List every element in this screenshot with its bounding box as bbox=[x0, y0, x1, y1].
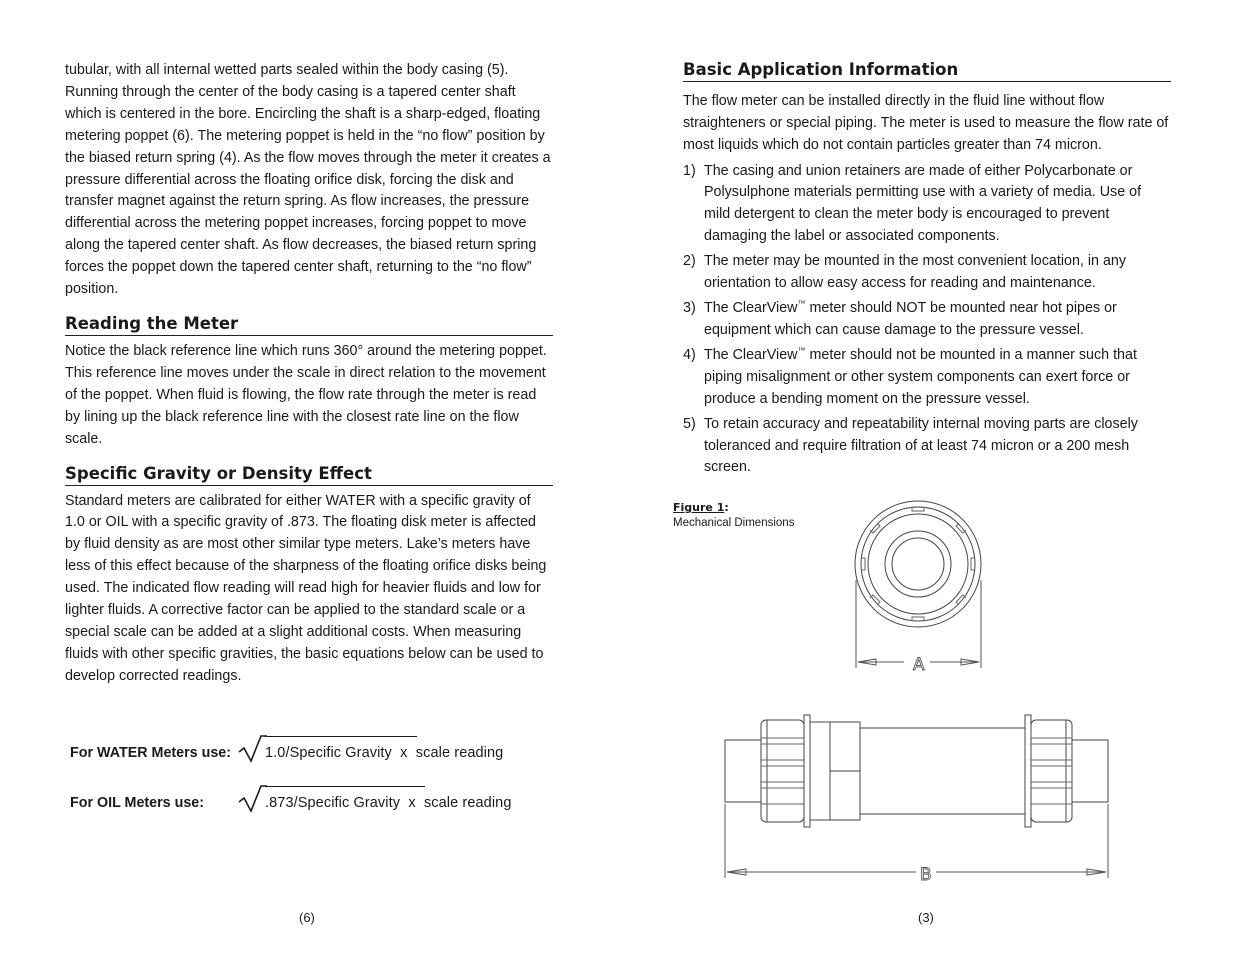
list-item: 5) To retain accuracy and repeatability internal moving parts are closely toleranced and require filtration of at least 74 micron or a 200 mesh screen. bbox=[683, 416, 1138, 476]
application-heading: Basic Application Information bbox=[683, 60, 1171, 82]
formula-rest: x scale reading bbox=[391, 745, 504, 761]
list-item: 2) The meter may be mounted in the most convenient location, in any orientation to allow easy access for reading and maintenance. bbox=[683, 253, 1126, 291]
gravity-heading: Specific Gravity or Density Effect bbox=[65, 464, 553, 486]
square-root-icon bbox=[237, 783, 267, 817]
reading-paragraph: Notice the black reference line which runs 360° around the metering poppet. This reference line moves under the scale in direct relation to the movement of the poppet. When fluid is flowing, the flow rate through the meter is read by lining up the black reference line with the closest rate line on the flow scale. bbox=[65, 342, 547, 447]
formula-label: For WATER Meters use: bbox=[70, 745, 231, 761]
figure-caption: Figure 1: Mechanical Dimensions bbox=[673, 501, 795, 529]
side-view-drawing bbox=[720, 708, 1115, 888]
intro-paragraph: tubular, with all internal wetted parts sealed within the body casing (5). Running through the center of the body casing is a tapered center shaft which is centered in the bore. Encircling the shaft is a sharp-edged, floating metering poppet (6). The metering poppet is held in the “no flow” position by the biased return spring (4). As the flow moves through the meter it creates a pressure differential across the floating orifice disk, forcing the disk and transfer magnet against the return spring. As flow increases, the pressure differential across the metering poppet increases, forcing poppet to move along the tapered center shaft. As flow decreases, the biased return spring forces the poppet down the tapered center shaft, returning to the “no flow” position. bbox=[65, 62, 551, 298]
formula-radicand: .873/Specific Gravity bbox=[265, 795, 401, 811]
dimension-b-label: B bbox=[920, 865, 932, 885]
list-item: 4) The ClearView™ meter should not be mounted in a manner such that piping misalignment or other system components can exert force or produce a bending moment on the pressure vessel. bbox=[683, 346, 1137, 407]
figure-description: Mechanical Dimensions bbox=[673, 517, 795, 529]
application-intro: The flow meter can be installed directly in the fluid line without flow straighteners or special piping. The meter is used to measure the flow rate of most liquids which do not contain particles greater than 74 micron. bbox=[683, 93, 1169, 153]
formula-label: For OIL Meters use: bbox=[70, 795, 204, 811]
application-list bbox=[683, 161, 1171, 479]
square-root-icon bbox=[237, 733, 267, 767]
figure-label: Figure 1 bbox=[673, 501, 725, 514]
radical-bar bbox=[265, 736, 417, 737]
left-page bbox=[65, 60, 553, 688]
end-view-drawing bbox=[840, 495, 1000, 680]
dimension-a-label: A bbox=[913, 655, 925, 675]
gravity-paragraph: Standard meters are calibrated for either WATER with a specific gravity of 1.0 or OIL with a specific gravity of .873. The floating disk meter is affected by fluid density as are most other similar type meters. Lake’s meters have less of this effect because of the sharpness of the floating orifice disks being used. The indicated flow reading will read high for heavier fluids and low for lighter fluids. A corrective factor can be applied to the standard scale or a special scale can be added at a slight additional costs. When measuring fluids with other specific gravities, the basic equations below can be used to develop corrected readings. bbox=[65, 492, 547, 684]
formula-expression bbox=[265, 745, 503, 761]
list-item: 3) The ClearView™ meter should NOT be mounted near hot pipes or equipment which can cause damage to the pressure vessel. bbox=[683, 299, 1117, 338]
formula-expression bbox=[265, 795, 512, 811]
reading-heading: Reading the Meter bbox=[65, 314, 553, 336]
right-page bbox=[683, 60, 1171, 483]
formula-rest: x scale reading bbox=[400, 795, 512, 811]
trademark-symbol: ™ bbox=[797, 299, 806, 309]
page-number-left: (6) bbox=[299, 910, 315, 925]
formula-radicand: 1.0/Specific Gravity bbox=[265, 745, 392, 761]
radical-bar bbox=[265, 786, 425, 787]
list-item: 1) The casing and union retainers are made of either Polycarbonate or Polysulphone materials permitting use with a variety of media. Use of mild detergent to clean the meter body is encouraged to prevent damaging the label or associated components. bbox=[683, 162, 1142, 244]
trademark-symbol: ™ bbox=[797, 346, 806, 356]
page-number-right: (3) bbox=[918, 910, 934, 925]
